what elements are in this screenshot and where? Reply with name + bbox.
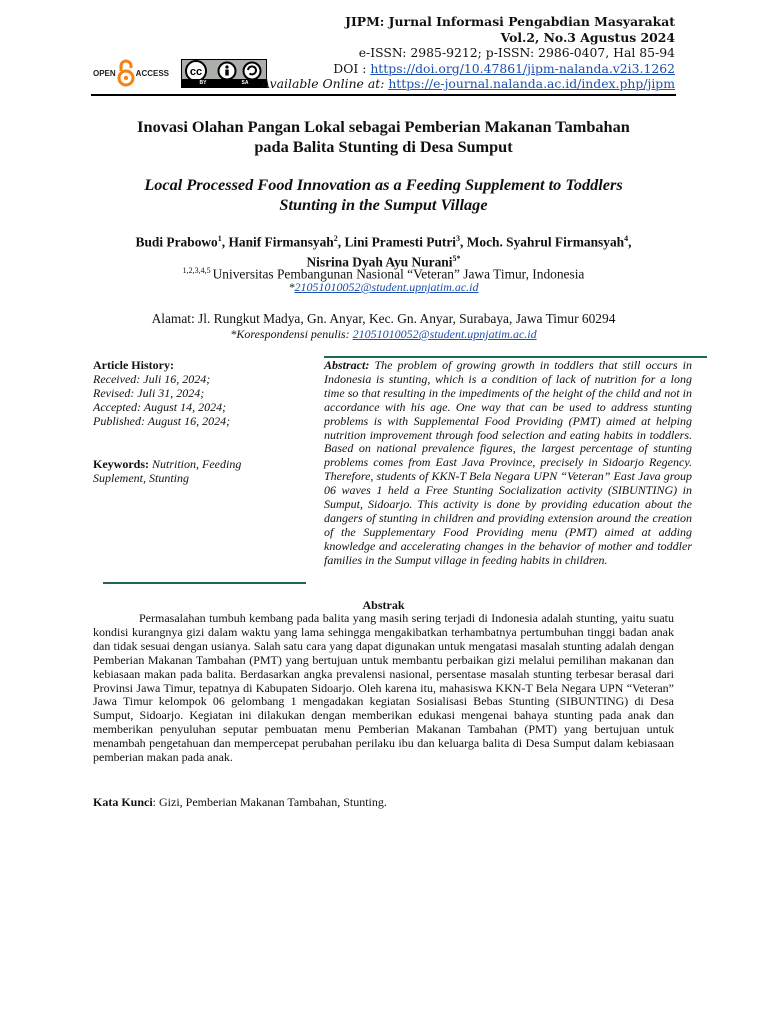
author-affiliation-mark: 3 — [456, 234, 461, 243]
email-link[interactable]: 21051010052@student.upnjatim.ac.id — [294, 280, 479, 294]
paper-title-line-1: Inovasi Olahan Pangan Lokal sebagai Pemberian Makanan Tambahan — [137, 117, 630, 136]
open-access-text-left: OPEN — [93, 68, 116, 78]
published-date: Published: August 16, 2024; — [93, 414, 231, 428]
keywords-text: Nutrition, Feeding Suplement, Stunting — [93, 457, 242, 485]
journal-issn: e-ISSN: 2985-9212; p-ISSN: 2986-0407, Hal 85-94 — [358, 45, 675, 60]
correspondence-email-link[interactable]: 21051010052@student.upnjatim.ac.id — [352, 327, 537, 341]
author-affiliation-mark: 1 — [217, 234, 222, 243]
kata-kunci-label: Kata Kunci — [93, 795, 153, 809]
paper-english-title — [91, 175, 676, 215]
available-label: Available Online at: — [261, 76, 389, 91]
journal-header — [261, 14, 675, 92]
affiliation-text: Universitas Pembangunan Nasional “Veteran” Jawa Timur, Indonesia — [212, 266, 585, 282]
cc-license-badge[interactable] — [181, 59, 267, 88]
doi-label: DOI : — [333, 60, 371, 76]
author-name: Lini Pramesti Putri — [344, 234, 457, 250]
history-bottom-rule — [103, 582, 306, 584]
doi-link[interactable]: https://doi.org/10.47861/jipm-nalanda.v2i3.1262 — [370, 60, 675, 76]
journal-doi — [261, 61, 675, 77]
open-access-text-right: ACCESS — [135, 68, 170, 78]
cc-sa-label: SA — [241, 80, 249, 86]
author-name: Moch. Syahrul Firmansyah — [466, 234, 625, 250]
kata-kunci-text: : Gizi, Pemberian Makanan Tambahan, Stunting. — [152, 795, 387, 809]
svg-text:cc: cc — [189, 66, 203, 78]
keywords-label: Keywords: — [93, 457, 152, 471]
affiliation-marks: 1,2,3,4,5 — [182, 266, 213, 275]
journal-name: JIPM: Jurnal Informasi Pengabdian Masyarakat — [345, 14, 675, 29]
email-prefix: * — [288, 280, 295, 294]
abstract-english — [324, 359, 692, 568]
author-name: Budi Prabowo — [135, 234, 218, 250]
author-name: Hanif Firmansyah — [228, 234, 334, 250]
author-name: Nisrina Dyah Ayu Nurani — [306, 254, 453, 270]
postal-address: Alamat: Jl. Rungkut Madya, Gn. Anyar, Kec. Gn. Anyar, Surabaya, Jawa Timur 60294 — [151, 311, 616, 326]
journal-available — [261, 76, 675, 92]
english-title-line-1: Local Processed Food Innovation as a Feeding Supplement to Toddlers — [144, 175, 623, 194]
received-date: Received: Juli 16, 2024; — [93, 372, 211, 386]
author-affiliation-mark: 4 — [624, 234, 629, 243]
author-list: Budi Prabowo$^1$, Hanif Firmansyah$^2$, Lini Pramesti Putri$^3$, Moch. Syahrul Firmansyah$^4$, Nisrina Dyah Ayu Nurani$^{5*}$ — [135, 234, 632, 270]
abstract-label: Abstract: — [324, 358, 375, 372]
article-history-heading: Article History: — [93, 358, 174, 372]
author-email — [91, 280, 676, 295]
author-affiliation-mark: 5* — [452, 254, 461, 264]
journal-link[interactable]: https://e-journal.nalanda.ac.id/index.php/jipm — [388, 76, 675, 91]
journal-volume: Vol.2, No.3 Agustus 2024 — [500, 29, 675, 45]
revised-date: Revised: Juli 31, 2024; — [93, 386, 205, 400]
article-history — [93, 358, 313, 428]
accepted-date: Accepted: August 14, 2024; — [93, 400, 227, 414]
abstrak-heading: Abstrak — [362, 598, 405, 612]
abstrak-text: Permasalahan tumbuh kembang pada balita yang masih sering terjadi di Indonesia adalah stunting, yaitu suatu kondisi kurangnya gizi dalam waktu yang lama sehingga mengakibatkan terhambatnya pertumbuhan tinggi badan anak dan tidak sesuai dengan usianya. Salah satu cara yang dapat digunakan untuk mengatasi masalah stunting adalah dengan Pemberian Makanan Tambahan (PMT) yang bertujuan untuk membantu perbaikan gizi melalui pemilihan makanan dan kebiasaan makan pada balita. Berdasarkan angka prevalensi nasional, persentase masalah stunting terbesar berasal dari Provinsi Jawa Timur, tepatnya di Kabupaten Sidoarjo. Oleh karena itu, mahasiswa KKN-T Bela Negara UPN “Veteran” Jawa Timur kelompok 06 gelombang 1 mengadakan kegiatan Sosialisasi Bebas Stunting (SIBUNTING) di Desa Sumput, Sidoarjo. Kegiatan ini dilakukan dengan memberikan edukasi mengenai bahaya stunting pada anak dan memberikan penyuluhan seputar pembuatan menu Pemberian Makanan Tambahan (PMT) yang bertujuan untuk menambah pengetahuan dan mempercepat perubahan perilaku ibu dan keluarga balita di Desa Sumput dalam kebiasaan pemberian makan pada anak. — [93, 611, 674, 765]
kata-kunci — [93, 795, 387, 810]
paper-title — [91, 117, 676, 157]
correspondence — [91, 327, 676, 342]
author-affiliation-mark: 2 — [333, 234, 338, 243]
open-access-logo — [93, 58, 169, 88]
open-access-lock-icon — [117, 58, 135, 88]
correspondence-label: *Korespondensi penulis: — [230, 327, 353, 341]
abstract-english-text: The problem of growing growth in toddlers that still occurs in Indonesia is stunting, which is a condition of lack of nutrition for a long time so that resulting in the impediments of the height of the child and not in accordance with his age. One way that can be used to address stunting problems is with Supplemental Food Providing (PMT) aimed at helping nutrition improvement through food selection and eating habits in toddlers. Based on national prevalence figures, the largest percentage of stunting problems comes from East Java Province, precisely in Sidoarjo Regency. Therefore, students of KKN-T Bela Negara UPN “Veteran” East Java group 06 waves 1 held a Free Stunting Socialization activity (SIBUNTING) in Sumput, Sidoarjo. This activity is done by providing education about the dangers of stunting in children and providing extension around the creation of the Supplementary Food Providing menu (PMT) aimed at adding knowledge and accelerating changes in the behavior of mother and toddler families in the Sumput village in feeding habits in children. — [324, 358, 692, 567]
cc-by-label: BY — [199, 80, 207, 86]
english-title-line-2: Stunting in the Sumput Village — [279, 195, 488, 214]
header-divider — [91, 94, 676, 96]
paper-title-line-2: pada Balita Stunting di Desa Sumput — [254, 137, 513, 156]
cc-label-bar — [182, 79, 266, 87]
keywords — [93, 457, 283, 485]
